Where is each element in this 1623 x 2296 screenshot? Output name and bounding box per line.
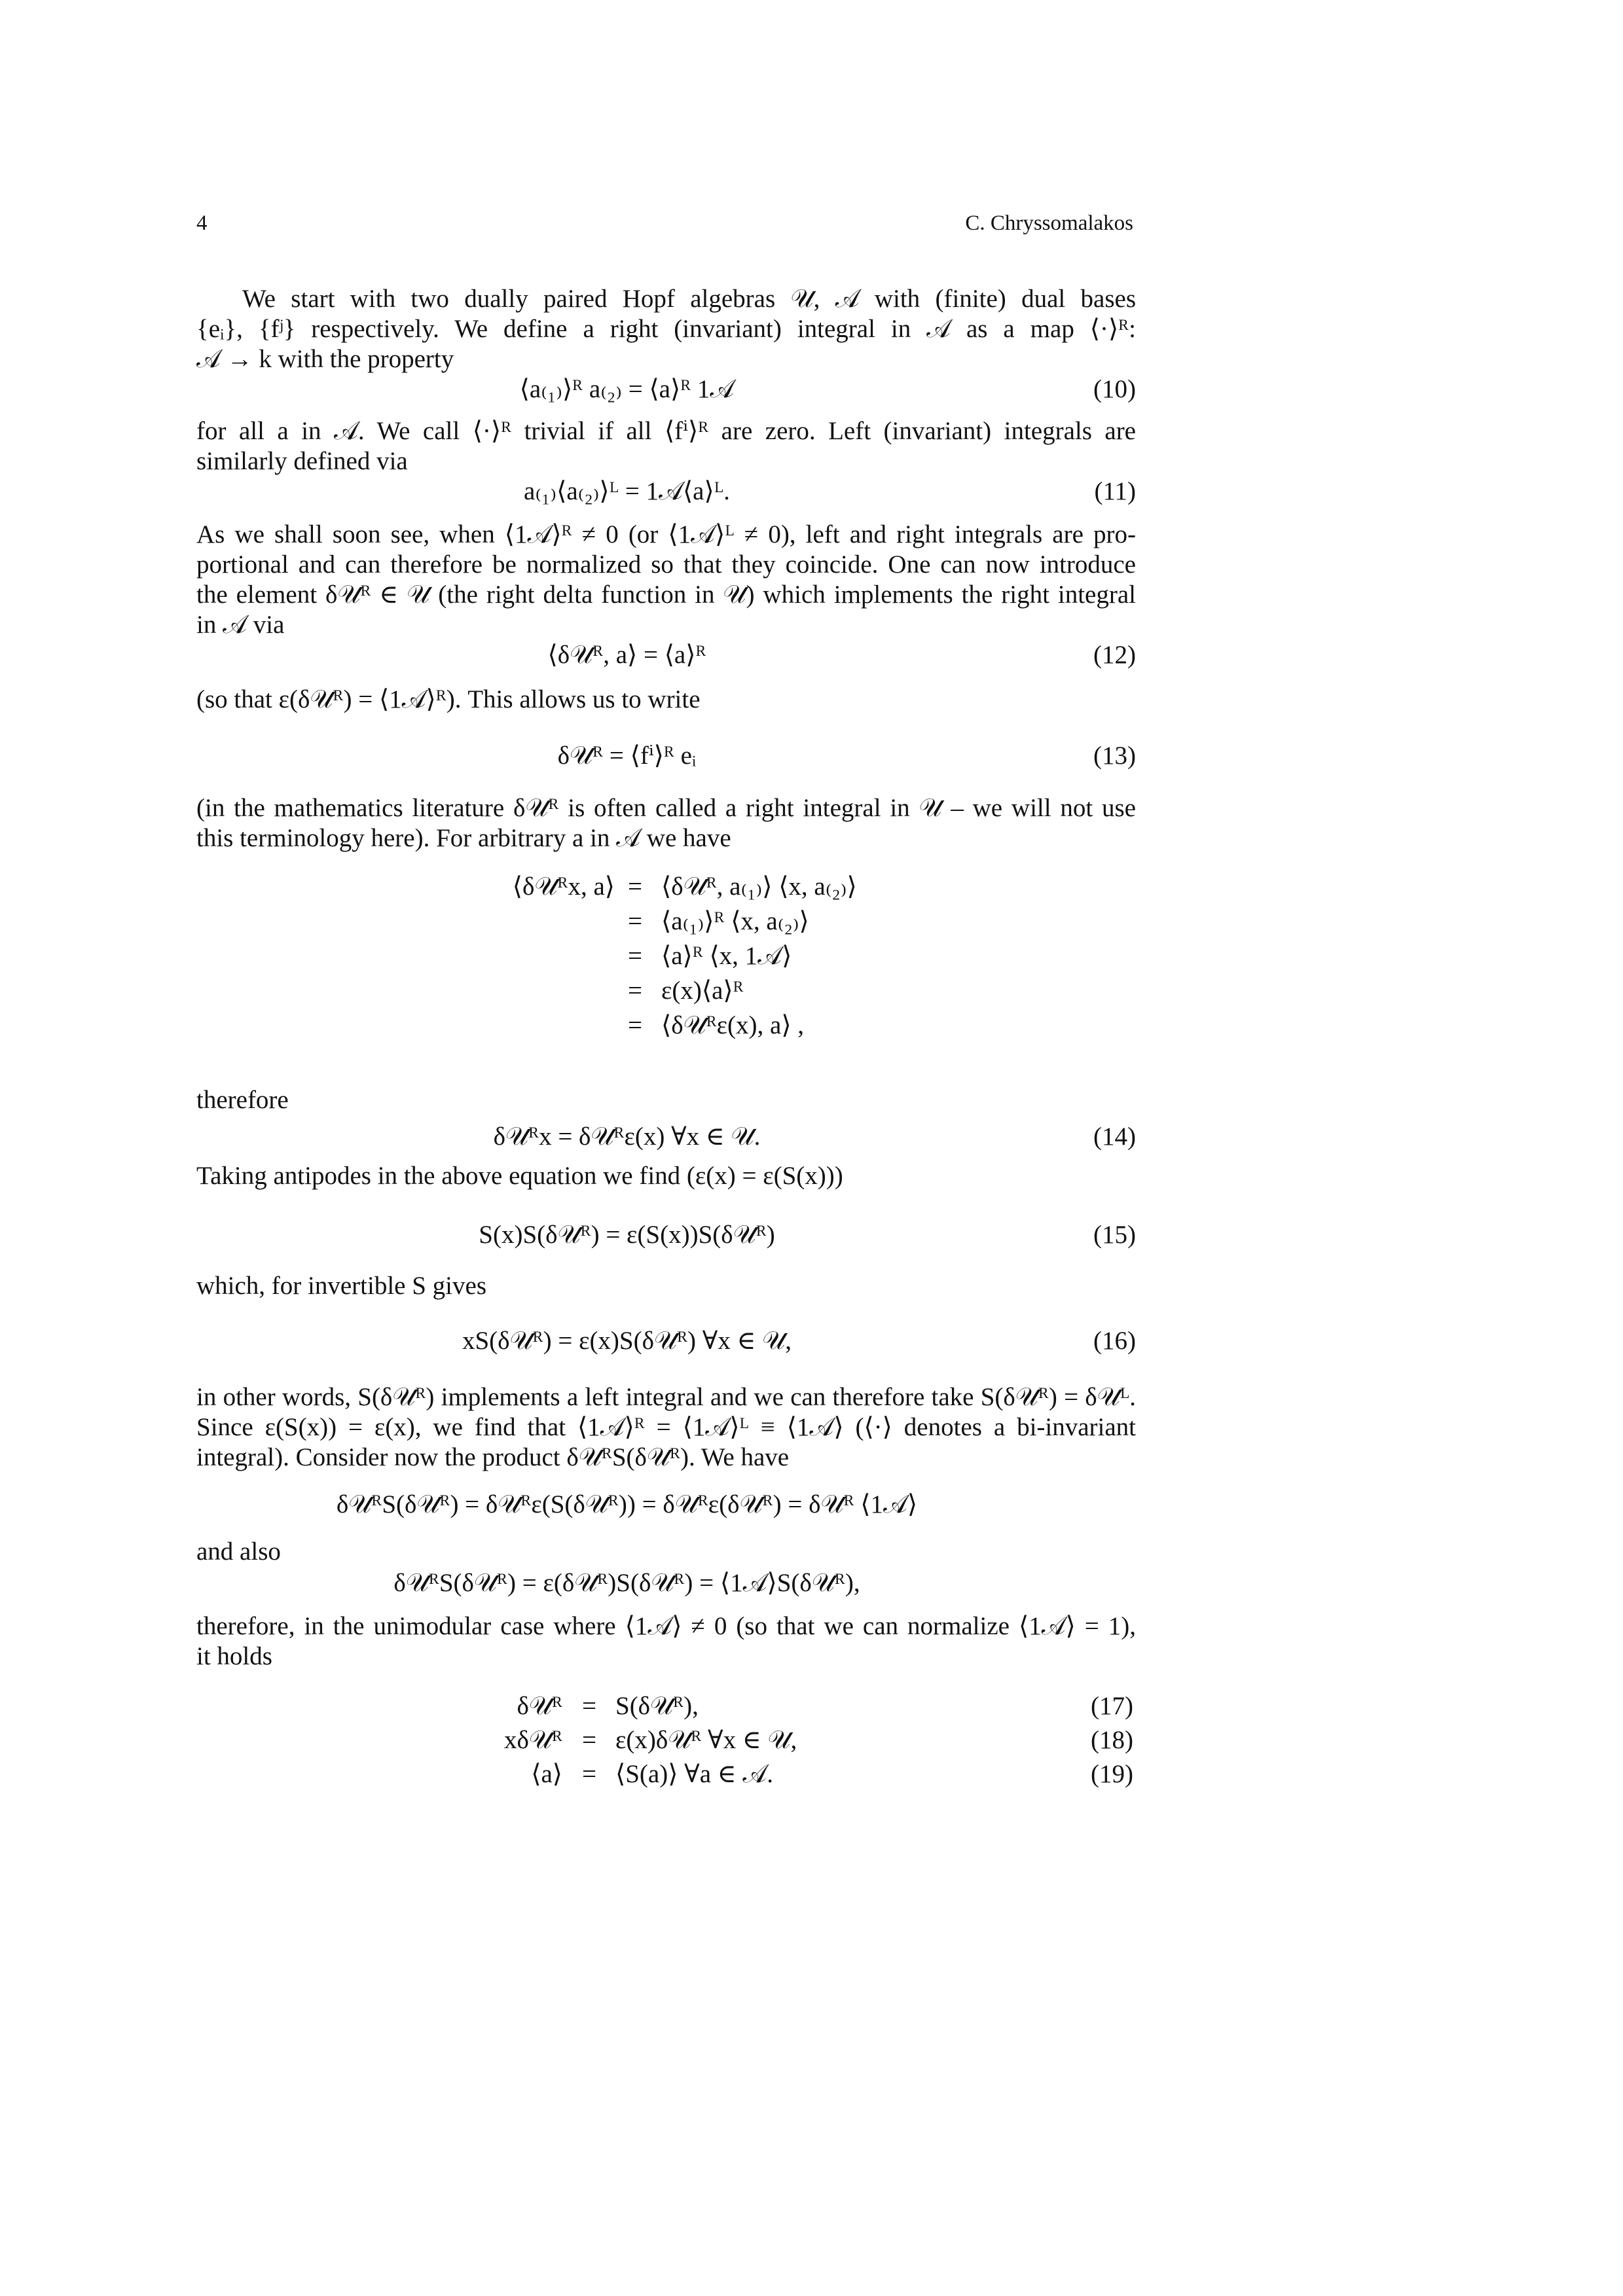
equation-13-body: δ𝒰ᴿ = ⟨fⁱ⟩ᴿ eᵢ <box>557 742 697 770</box>
para5-line2: this terminology here). For arbitrary a in 𝒜 we have <box>196 824 731 852</box>
equation-15-number: (15) <box>1093 1221 1136 1249</box>
derivation-rhs-2: ⟨a₍₁₎⟩ᴿ ⟨x, a₍₂₎⟩ <box>661 907 809 935</box>
para7-line1: Taking antipodes in the above equation we find (ε(x) = ε(S(x))) <box>196 1162 843 1190</box>
derivation-eq-1: = <box>628 872 642 901</box>
equation-16 <box>196 1326 1136 1356</box>
equation-15-body: S(x)S(δ𝒰ᴿ) = ε(S(x))S(δ𝒰ᴿ) <box>479 1221 775 1249</box>
equation-product-1 <box>196 1490 1136 1520</box>
equation-19-number: (19) <box>1091 1760 1133 1788</box>
derivation-eq-4: = <box>628 977 642 1005</box>
derivation-lhs: ⟨δ𝒰ᴿx, a⟩ <box>512 872 615 901</box>
equation-17-number: (17) <box>1091 1692 1133 1720</box>
para3-line2: portional and can therefore be normalized so that they coincide. One can now introduce <box>196 550 1136 579</box>
equation-16-number: (16) <box>1093 1327 1136 1355</box>
equation-13 <box>196 741 1136 771</box>
para1-line3: 𝒜 → k with the property <box>196 345 454 373</box>
equation-18-number: (18) <box>1091 1726 1133 1754</box>
equation-13-number: (13) <box>1093 742 1136 770</box>
equation-11 <box>196 476 1136 507</box>
equation-17-eq: = <box>582 1692 596 1720</box>
para5-line1: (in the mathematics literature δ𝒰ᴿ is often called a right integral in 𝒰 – we will not use <box>196 794 1136 822</box>
equation-14-body: δ𝒰ᴿx = δ𝒰ᴿε(x) ∀x ∈ 𝒰. <box>493 1122 761 1151</box>
derivation-rhs-5: ⟨δ𝒰ᴿε(x), a⟩ , <box>661 1011 805 1039</box>
equation-19-lhs: ⟨a⟩ <box>531 1760 562 1788</box>
equation-19-rhs: ⟨S(a)⟩ ∀a ∈ 𝒜. <box>615 1760 774 1788</box>
para1-line1: We start with two dually paired Hopf algebras 𝒰, 𝒜 with (finite) dual bases <box>242 285 1136 313</box>
page-number: 4 <box>196 211 208 235</box>
derivation-eq-2: = <box>628 907 642 935</box>
running-head-author: C. Chryssomalakos <box>965 211 1133 235</box>
equation-10-number: (10) <box>1093 375 1136 403</box>
equation-16-body: xS(δ𝒰ᴿ) = ε(x)S(δ𝒰ᴿ) ∀x ∈ 𝒰, <box>462 1327 792 1355</box>
para11-line2: it holds <box>196 1642 272 1670</box>
para2-line2: similarly defined via <box>196 447 408 475</box>
para1-line2: {eᵢ}, {fʲ} respectively. We define a right (invariant) integral in 𝒜 as a map ⟨·⟩ᴿ: <box>196 315 1136 343</box>
equation-12-number: (12) <box>1093 641 1136 669</box>
para6-line1: therefore <box>196 1086 289 1114</box>
equation-18-eq: = <box>582 1726 596 1754</box>
derivation-rhs-1: ⟨δ𝒰ᴿ, a₍₁₎⟩ ⟨x, a₍₂₎⟩ <box>661 872 857 901</box>
equation-15 <box>196 1220 1136 1250</box>
equation-12-body: ⟨δ𝒰ᴿ, a⟩ = ⟨a⟩ᴿ <box>547 641 706 669</box>
equation-product-2 <box>196 1568 1136 1598</box>
equation-product-1-body: δ𝒰ᴿS(δ𝒰ᴿ) = δ𝒰ᴿε(S(δ𝒰ᴿ)) = δ𝒰ᴿε(δ𝒰ᴿ) = δ𝒰ᴿ ⟨1𝒜⟩ <box>336 1490 918 1518</box>
derivation-rhs-3: ⟨a⟩ᴿ ⟨x, 1𝒜⟩ <box>661 942 792 970</box>
para8-line1: which, for invertible S gives <box>196 1272 486 1300</box>
para3-line4: in 𝒜 via <box>196 611 285 639</box>
equation-18-lhs: xδ𝒰ᴿ <box>504 1726 562 1754</box>
para3-line3: the element δ𝒰ᴿ ∈ 𝒰 (the right delta function in 𝒰) which implements the right integral <box>196 581 1136 609</box>
aligned-derivation <box>0 872 1623 1068</box>
derivation-eq-5: = <box>628 1011 642 1039</box>
para10-line1: and also <box>196 1537 281 1566</box>
equation-19-eq: = <box>582 1760 596 1788</box>
para3-line1: As we shall soon see, when ⟨1𝒜⟩ᴿ ≠ 0 (or ⟨1𝒜⟩ᴸ ≠ 0), left and right integrals are pro- <box>196 520 1136 548</box>
equation-18-rhs: ε(x)δ𝒰ᴿ ∀x ∈ 𝒰, <box>615 1726 797 1754</box>
para11-line1: therefore, in the unimodular case where ⟨1𝒜⟩ ≠ 0 (so that we can normalize ⟨1𝒜⟩ = 1), <box>196 1612 1136 1640</box>
equation-17-lhs: δ𝒰ᴿ <box>517 1692 562 1720</box>
equation-17-rhs: S(δ𝒰ᴿ), <box>615 1692 699 1720</box>
para9-line3: integral). Consider now the product δ𝒰ᴿS(δ𝒰ᴿ). We have <box>196 1443 790 1471</box>
para2-line1: for all a in 𝒜. We call ⟨·⟩ᴿ trivial if all ⟨fⁱ⟩ᴿ are zero. Left (invariant) integrals are <box>196 417 1136 445</box>
para9-line1: in other words, S(δ𝒰ᴿ) implements a left integral and we can therefore take S(δ𝒰ᴿ) = δ𝒰ᴸ. <box>196 1383 1136 1411</box>
equation-10 <box>196 374 1136 404</box>
derivation-rhs-4: ε(x)⟨a⟩ᴿ <box>661 977 744 1005</box>
derivation-eq-3: = <box>628 942 642 970</box>
equation-14-number: (14) <box>1093 1122 1136 1151</box>
equation-10-body: ⟨a₍₁₎⟩ᴿ a₍₂₎ = ⟨a⟩ᴿ 1𝒜 <box>519 375 735 403</box>
equation-product-2-body: δ𝒰ᴿS(δ𝒰ᴿ) = ε(δ𝒰ᴿ)S(δ𝒰ᴿ) = ⟨1𝒜⟩S(δ𝒰ᴿ), <box>393 1569 860 1597</box>
equation-14 <box>196 1122 1136 1152</box>
para9-line2: Since ε(S(x)) = ε(x), we find that ⟨1𝒜⟩ᴿ = ⟨1𝒜⟩ᴸ ≡ ⟨1𝒜⟩ (⟨·⟩ denotes a bi-invariant <box>196 1413 1136 1441</box>
equation-12 <box>196 640 1136 670</box>
aligned-equations-17-19 <box>0 1691 1623 1822</box>
equation-11-body: a₍₁₎⟨a₍₂₎⟩ᴸ = 1𝒜⟨a⟩ᴸ. <box>524 477 730 505</box>
equation-11-number: (11) <box>1094 477 1136 505</box>
para4-line1: (so that ε(δ𝒰ᴿ) = ⟨1𝒜⟩ᴿ). This allows us to write <box>196 685 701 713</box>
